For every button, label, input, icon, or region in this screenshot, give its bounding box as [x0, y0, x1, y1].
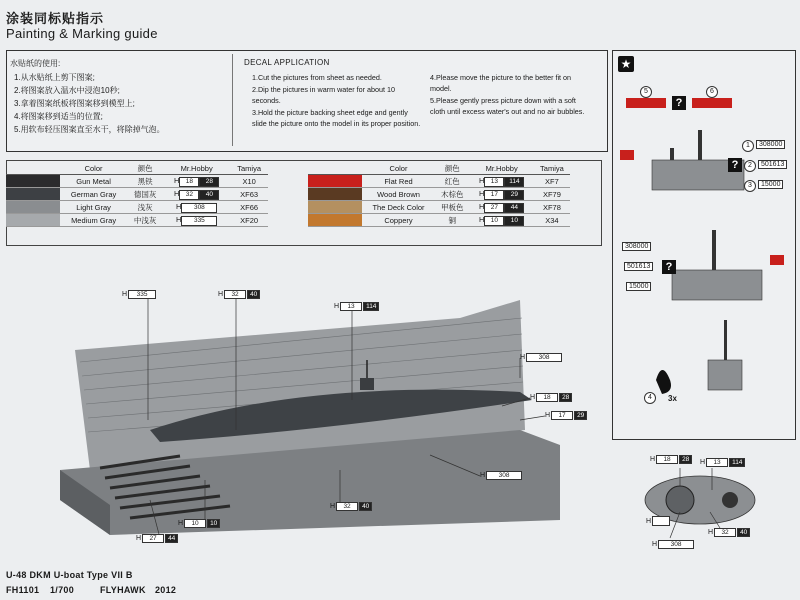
- cn-step: 1.从水贴纸上剪下图案;: [14, 73, 95, 82]
- callout-h308-bottom: H 308: [480, 471, 522, 480]
- decal-501613: 501613: [758, 160, 787, 169]
- scale: 1/700: [50, 585, 75, 595]
- callout-h335: H 335: [122, 290, 156, 299]
- en-step: 3.Hold the picture backing sheet edge and gently slide the picture onto the model in its proper position.: [252, 108, 421, 128]
- decal-501613: 501613: [624, 262, 653, 271]
- decal-number-3: 3: [744, 180, 756, 192]
- col-header-tamiya: Tamiya: [230, 162, 268, 175]
- decal-number-6: 6: [706, 86, 718, 98]
- en-step: 2.Dip the pictures in warm water for about 10 seconds.: [252, 85, 396, 105]
- decal-number-5: 5: [640, 86, 652, 98]
- brand: FLYHAWK: [100, 585, 146, 595]
- question-icon: ?: [662, 260, 676, 274]
- color-row: Coppery 铜 H 10 10 X34: [308, 214, 570, 227]
- year: 2012: [155, 585, 177, 595]
- decal-308000: 308000: [756, 140, 785, 149]
- product-code: FH1101: [6, 585, 40, 595]
- color-row: German Gray 德国灰 H 32 40 XF63: [6, 188, 268, 201]
- callout-h3240-conn: H 32 40: [708, 528, 750, 537]
- callout-h13114: H 13 114: [334, 302, 379, 311]
- callout-h308-conn: H 308: [652, 540, 694, 549]
- title-chinese: 涂装同标贴指示: [6, 11, 105, 26]
- cn-step: 5.用软布轻压图案直至水干，将除掉气泡。: [14, 125, 165, 134]
- model-name: U-48 DKM U-boat Type VII B: [6, 570, 133, 580]
- col-header-cn: 颜色: [127, 162, 163, 175]
- star-icon: ★: [618, 56, 634, 72]
- color-row: Flat Red 红色 H 13 114 XF7: [308, 175, 570, 188]
- decal-number-1: 1: [742, 140, 754, 152]
- callout-h1729: H 17 29: [545, 411, 587, 420]
- col-header-hobby: Mr.Hobby: [163, 162, 230, 175]
- decal-308000: 308000: [622, 242, 651, 251]
- callout-h1828-conn: H 18 28: [650, 455, 692, 464]
- callout-h-blank: H: [646, 516, 670, 526]
- callout-h1828: H 18 28: [530, 393, 572, 402]
- question-icon: ?: [672, 96, 686, 110]
- en-step: 5.Please gently press picture down with a soft cloth until excess water's out and no air bubbles.: [430, 96, 585, 116]
- callout-h3240: H 32 40: [218, 290, 260, 299]
- cn-step: 3.拿着图案纸板将图案移到模型上;: [14, 99, 135, 108]
- decal-number-4: 4: [644, 392, 656, 404]
- decal-3x: 3x: [668, 394, 677, 403]
- callout-h1010: H 10 10: [178, 519, 220, 528]
- col-header-color: Color: [60, 162, 127, 175]
- en-step: 1.Cut the pictures from sheet as needed.: [252, 73, 382, 82]
- decal-heading: DECAL APPLICATION: [244, 58, 330, 67]
- decal-15000: 15000: [626, 282, 651, 291]
- callout-h308: H 308: [520, 353, 562, 362]
- callout-h2744: H 27 44: [136, 534, 178, 543]
- question-icon: ?: [728, 158, 742, 172]
- en-step: 4.Please move the picture to the better fit on model.: [430, 73, 572, 93]
- decal-number-2: 2: [744, 160, 756, 172]
- title-english: Painting & Marking guide: [6, 26, 158, 41]
- decal-15000: 15000: [758, 180, 783, 189]
- cn-step: 4.将图案移到适当的位置;: [14, 112, 103, 121]
- color-row: Medium Gray 中浅灰 H 335 XF20: [6, 214, 268, 227]
- callout-h3240-bottom: H 32 40: [330, 502, 372, 511]
- color-table-right: Color 颜色 Mr.Hobby Tamiya Flat Red 红色 H 13 114 XF7 Wood Brown 木棕色 H 17 29 XF79 The Deck Color 甲板色 H 27 44 XF78 Coppery 铜 H 10 10 X34: [308, 162, 570, 227]
- instructions-cn-heading: 水贴纸的使用:: [10, 59, 61, 68]
- color-row: Light Gray 浅灰 H 308 XF66: [6, 201, 268, 214]
- color-row: Wood Brown 木棕色 H 17 29 XF79: [308, 188, 570, 201]
- callout-h13114-conn: H 13 114: [700, 458, 745, 467]
- color-row: The Deck Color 甲板色 H 27 44 XF78: [308, 201, 570, 214]
- color-row: Gun Metal 黑铁 H 18 28 X10: [6, 175, 268, 188]
- cn-step: 2.将图案放入温水中浸泡10秒;: [14, 86, 120, 95]
